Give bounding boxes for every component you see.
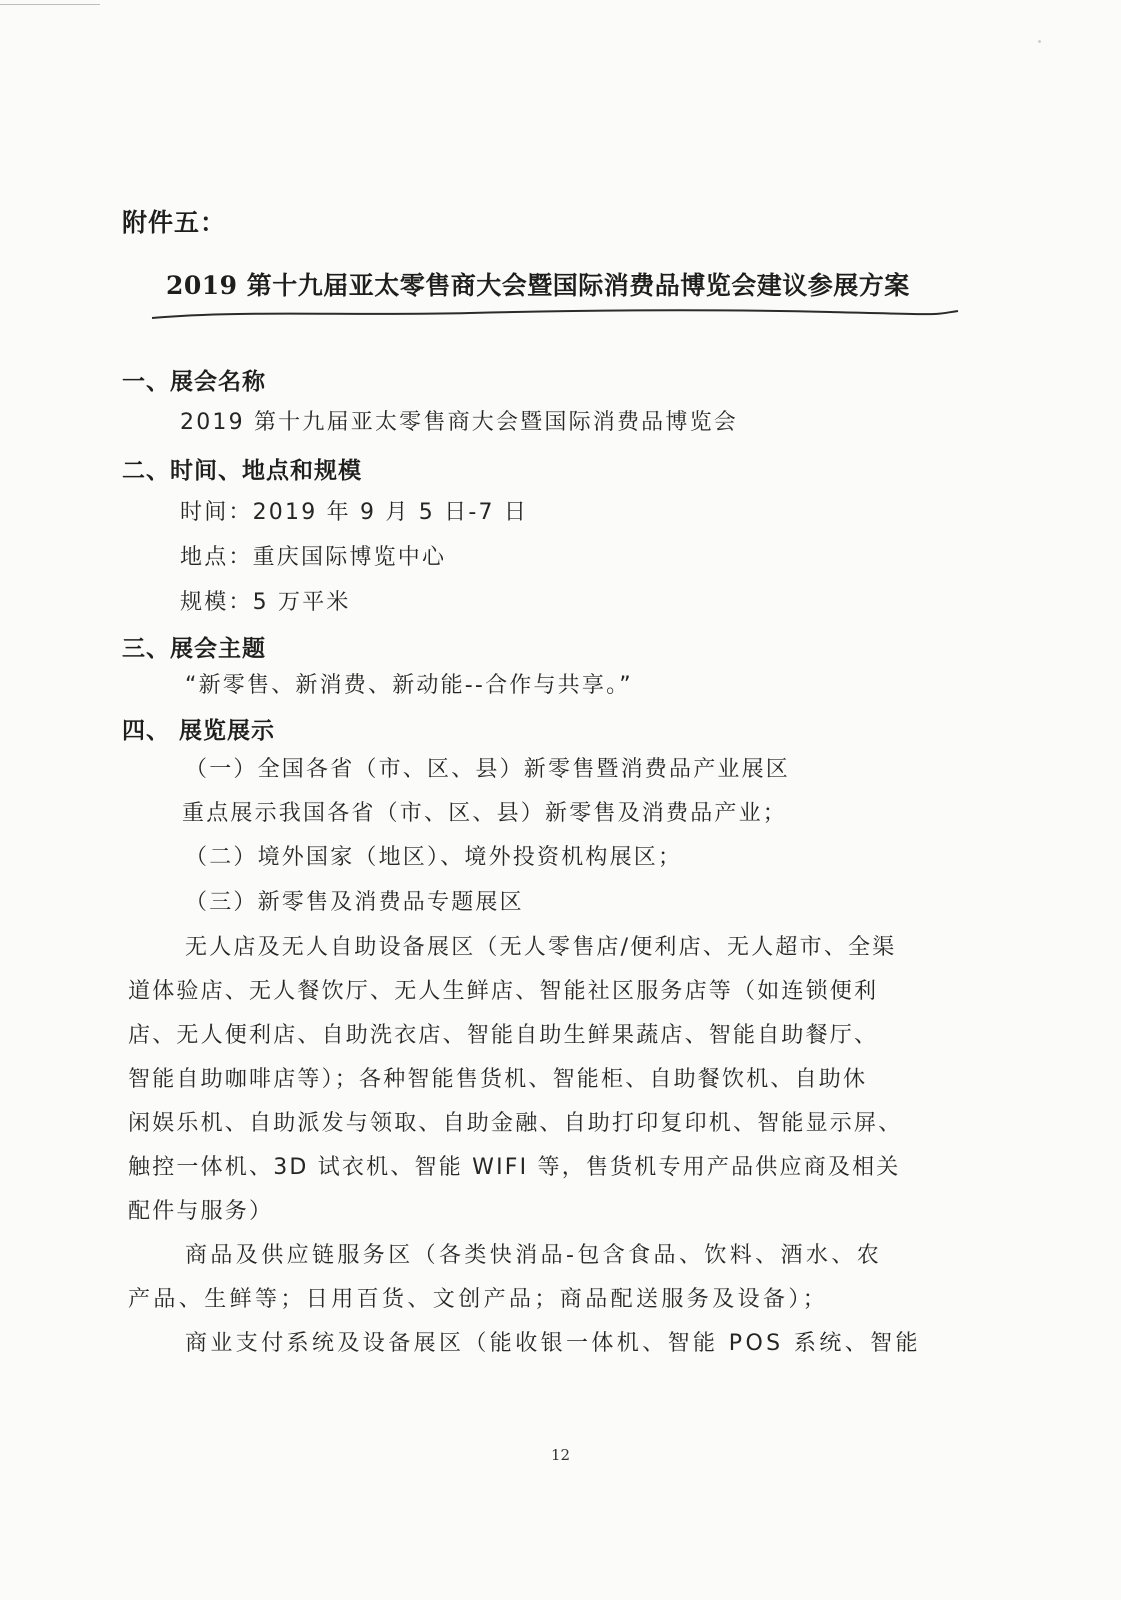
page-number: 12 bbox=[551, 1446, 571, 1464]
paragraph-1-line-3: 店、无人便利店、自助洗衣店、智能自助生鲜果蔬店、智能自助餐厅、 bbox=[128, 1023, 879, 1048]
section-4-heading: 四、 展览展示 bbox=[122, 717, 276, 744]
paragraph-2-line-1: 商品及供应链服务区（各类快消品-包含食品、饮料、酒水、农 bbox=[185, 1243, 883, 1268]
paragraph-3-line-1: 商业支付系统及设备展区（能收银一体机、智能 POS 系统、智能 bbox=[185, 1331, 921, 1356]
paragraph-1-line-7: 配件与服务） bbox=[128, 1199, 274, 1224]
section-1-heading: 一、展会名称 bbox=[122, 368, 266, 395]
document-title: 2019 第十九届亚太零售商大会暨国际消费品博览会建议参展方案 bbox=[166, 271, 910, 300]
paragraph-1-line-1: 无人店及无人自助设备展区（无人零售店/便利店、无人超市、全渠 bbox=[185, 935, 897, 960]
paragraph-1-line-6: 触控一体机、3D 试衣机、智能 WIFI 等，售货机专用产品供应商及相关 bbox=[128, 1155, 901, 1180]
zone-2-title: （二）境外国家（地区）、境外投资机构展区； bbox=[185, 845, 683, 870]
zone-1-title: （一）全国各省（市、区、县）新零售暨消费品产业展区 bbox=[185, 757, 791, 782]
scan-speck bbox=[1038, 40, 1041, 43]
section-3-text: “新零售、新消费、新动能--合作与共享。” bbox=[185, 673, 633, 698]
paragraph-2-line-2: 产品、生鲜等；日用百货、文创产品；商品配送服务及设备）； bbox=[128, 1287, 829, 1312]
section-2-heading: 二、时间、地点和规模 bbox=[122, 457, 362, 484]
section-3-heading: 三、展会主题 bbox=[122, 635, 266, 662]
paragraph-1-line-2: 道体验店、无人餐饮厅、无人生鲜店、智能社区服务店等（如连锁便利 bbox=[128, 979, 879, 1004]
zone-1-description: 重点展示我国各省（市、区、县）新零售及消费品产业； bbox=[182, 801, 788, 826]
section-2-place: 地点：重庆国际博览中心 bbox=[180, 545, 447, 570]
section-2-time: 时间：2019 年 9 月 5 日-7 日 bbox=[180, 500, 529, 525]
zone-3-title: （三）新零售及消费品专题展区 bbox=[185, 890, 524, 915]
section-2-scale: 规模：5 万平米 bbox=[180, 590, 351, 615]
annex-label: 附件五： bbox=[122, 208, 227, 237]
paragraph-1-line-4: 智能自助咖啡店等）；各种智能售货机、智能柜、自助餐饮机、自助休 bbox=[128, 1067, 868, 1092]
section-1-text: 2019 第十九届亚太零售商大会暨国际消费品博览会 bbox=[180, 410, 738, 435]
paragraph-1-line-5: 闲娱乐机、自助派发与领取、自助金融、自助打印复印机、智能显示屏、 bbox=[128, 1111, 903, 1136]
title-underline bbox=[150, 306, 960, 322]
scan-edge-mark bbox=[0, 0, 100, 5]
